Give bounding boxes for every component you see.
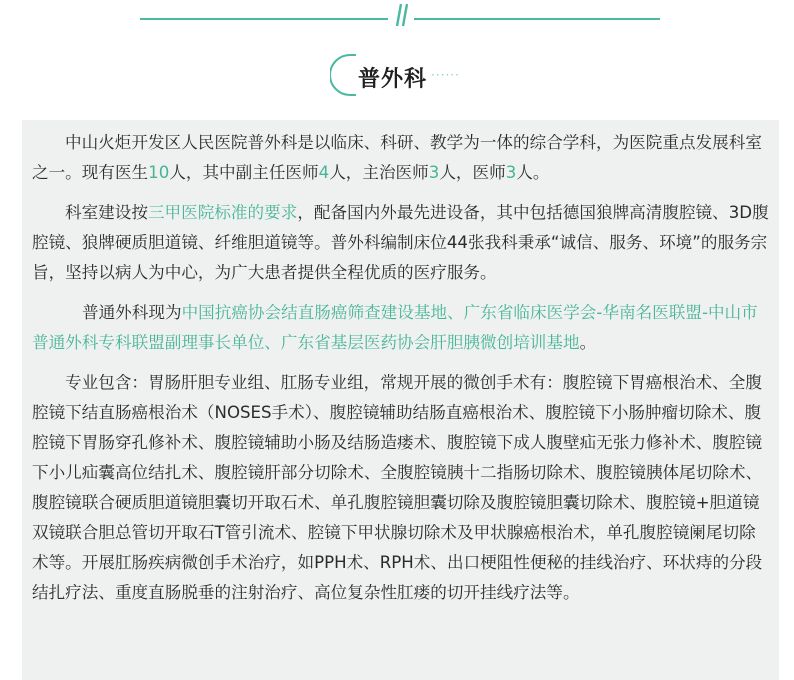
standard-highlight: 三甲医院标准的要求 (147, 203, 298, 222)
intro-text: 人，其中副主任医师 (169, 163, 319, 182)
section-title-badge (330, 52, 460, 98)
content-panel (22, 120, 779, 680)
title-dots: ······ (431, 68, 460, 82)
paragraph-specialties: 专业包含：胃肠肝胆专业组、肛肠专业组，常规开展的微创手术有：腹腔镜下胃癌根治术、全腹腔镜下结直肠癌根治术（NOSES手术）、腹腔镜辅助结肠直癌根治术、腹腔镜下小肠肿瘤切除术、腹腔镜下胃肠穿孔修补术、腹腔镜辅助小肠及结肠造瘘术、腹腔镜下成人腹壁疝无张力修补术、腹腔镜下小儿疝囊高位结扎术、腹腔镜肝部分切除术、全腹腔镜胰十二指肠切除术、腹腔镜胰体尾切除术、腹腔镜联合硬质胆道镜胆囊切开取石术、单孔腹腔镜胆囊切除及腹腔镜胆囊切除术、腹腔镜+胆道镜双镜联合胆总管切开取石T管引流术、腔镜下甲状腺切除术及甲状腺癌根治术，单孔腹腔镜阑尾切除术等。开展肛肠疾病微创手术治疗，如PPH术、RPH术、出口梗阻性便秘的挂线治疗、环状痔的分段结扎疗法、重度直肠脱垂的注射治疗、高位复杂性肛瘘的切开挂线疗法等。 (32, 373, 763, 602)
honors-text: 普通外科现为 (82, 303, 182, 322)
equipment-text: ，配备国内外最先进设备，其中包括德国狼牌高清腹腔镜、3D腹腔镜、狼牌硬质胆道镜、纤维胆道镜等。普外科编制床位44张我科秉承“诚信、服务、环境”的服务宗旨，坚持以病人为中心，为广大患者提供全程优质的医疗服务。 (32, 203, 769, 282)
doctor-count: 10 (148, 163, 170, 182)
attending-count: 3 (428, 163, 440, 182)
deputy-chief-count: 4 (318, 163, 330, 182)
divider-line-left (140, 18, 388, 20)
physician-count: 3 (505, 163, 517, 182)
intro-text: 人，主治医师 (329, 163, 429, 182)
intro-text: 人。 (516, 163, 550, 182)
intro-text: 人，医师 (439, 163, 506, 182)
divider-line-right (414, 18, 660, 20)
page-title: 普外科 (358, 67, 428, 92)
paragraph-intro (32, 128, 769, 188)
double-slash-icon (392, 2, 412, 28)
equipment-text: 科室建设按 (65, 203, 148, 222)
intro-text: 中山火炬开发区人民医院普外科是以临床、科研、教学为一体的综合学科，为医院重点发展科室之一。现有医生 (32, 133, 762, 182)
honors-text: 。 (579, 333, 597, 352)
paragraph-honors (32, 298, 769, 358)
honors-highlight: 中国抗癌协会结直肠癌筛查建设基地、广东省临床医学会-华南名医联盟-中山市普通外科专科联盟副理事长单位、广东省基层医药协会肝胆胰微创培训基地 (32, 303, 758, 352)
paragraph-equipment (32, 198, 769, 288)
